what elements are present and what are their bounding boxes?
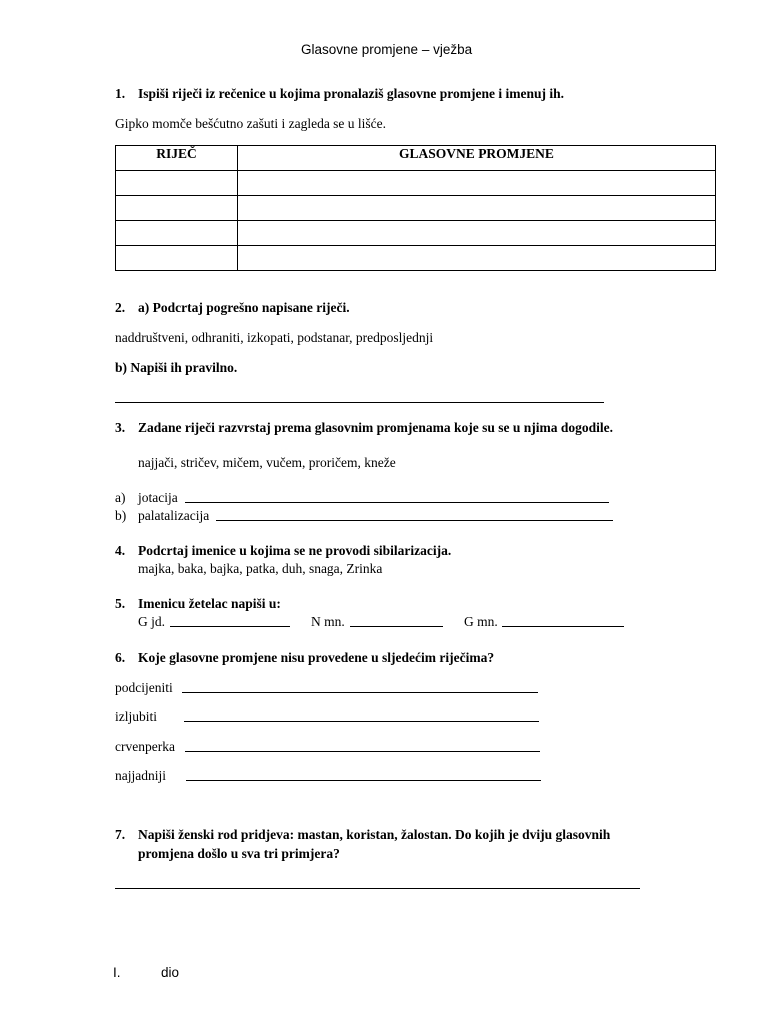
question-number: 4. <box>115 543 126 558</box>
question-text: Ispiši riječi iz rečenice u kojima pronalaziš glasovne promjene i imenuj ih. <box>138 86 564 101</box>
changes-cell[interactable] <box>238 246 716 271</box>
answer-line[interactable] <box>216 508 613 521</box>
q1-sentence: Gipko momče bešćutno zašuti i zagleda se u lišće. <box>115 116 387 131</box>
answer-line[interactable] <box>115 390 604 403</box>
item-marker: a) <box>115 490 126 505</box>
question-5 <box>115 596 281 612</box>
question-number: 6. <box>115 650 126 665</box>
table-row <box>116 221 716 246</box>
q6-word: crvenperka <box>115 739 175 754</box>
question-7-continued: promjena došlo u sva tri primjera? <box>138 846 340 861</box>
q2-words: naddruštveni, odhraniti, izkopati, podstanar, predposljednji <box>115 330 434 345</box>
word-cell[interactable] <box>116 196 238 221</box>
question-number: 2. <box>115 300 126 315</box>
q5-g-mn-label: G mn. <box>464 614 498 629</box>
column-header-changes: GLASOVNE PROMJENE <box>238 146 716 171</box>
table-row <box>116 246 716 271</box>
question-3 <box>115 420 613 436</box>
question-2 <box>115 300 350 316</box>
question-4 <box>115 543 451 559</box>
question-6 <box>115 650 494 666</box>
changes-cell[interactable] <box>238 221 716 246</box>
question-text: Napiši ženski rod pridjeva: mastan, koristan, žalostan. Do kojih je dviju glasovnih <box>138 827 611 842</box>
item-marker: b) <box>115 508 127 523</box>
footer-label: dio <box>161 965 180 980</box>
item-label: palatalizacija <box>138 508 210 523</box>
question-text: Podcrtaj imenice u kojima se ne provodi sibilarizacija. <box>138 543 452 558</box>
answer-line[interactable] <box>185 490 609 503</box>
table-row <box>116 196 716 221</box>
answer-line[interactable] <box>184 709 539 722</box>
answer-line[interactable] <box>182 680 538 693</box>
question-number: 7. <box>115 827 126 842</box>
q3-item-b <box>115 508 209 524</box>
question-text: Koje glasovne promjene nisu provedene u sljedećim riječima? <box>138 650 495 665</box>
q2-part-b: b) Napiši ih pravilno. <box>115 360 238 375</box>
answer-line[interactable] <box>115 876 640 889</box>
question-text: Imenicu žetelac napiši u: <box>138 596 281 611</box>
question-text: Zadane riječi razvrstaj prema glasovnim promjenama koje su se u njima dogodile. <box>138 420 613 435</box>
q3-item-a <box>115 490 178 506</box>
answer-line[interactable] <box>502 614 624 627</box>
changes-cell[interactable] <box>238 196 716 221</box>
q4-words: majka, baka, bajka, patka, duh, snaga, Zrinka <box>138 561 383 576</box>
answer-line[interactable] <box>185 739 540 752</box>
question-7 <box>115 827 610 843</box>
question-text: a) Podcrtaj pogrešno napisane riječi. <box>138 300 350 315</box>
footer-roman-numeral: I. <box>113 965 121 980</box>
column-header-word: RIJEČ <box>116 146 238 171</box>
word-cell[interactable] <box>116 171 238 196</box>
answer-line[interactable] <box>170 614 290 627</box>
q5-n-mn-label: N mn. <box>311 614 345 629</box>
changes-cell[interactable] <box>238 171 716 196</box>
item-label: jotacija <box>138 490 178 505</box>
q6-word: izljubiti <box>115 709 157 724</box>
q6-word: najjadniji <box>115 768 166 783</box>
question-number: 3. <box>115 420 126 435</box>
question-number: 5. <box>115 596 126 611</box>
question-number: 1. <box>115 86 126 101</box>
table-row <box>116 171 716 196</box>
word-cell[interactable] <box>116 246 238 271</box>
words-table <box>115 145 716 271</box>
page-title: Glasovne promjene – vježba <box>301 42 473 57</box>
table-header-row <box>116 146 716 171</box>
answer-line[interactable] <box>186 768 541 781</box>
question-1 <box>115 86 564 102</box>
q5-g-jd-label: G jd. <box>138 614 165 629</box>
q6-word: podcijeniti <box>115 680 173 695</box>
word-cell[interactable] <box>116 221 238 246</box>
q3-words: najjači, stričev, mičem, vučem, proričem, kneže <box>138 455 396 470</box>
answer-line[interactable] <box>350 614 443 627</box>
